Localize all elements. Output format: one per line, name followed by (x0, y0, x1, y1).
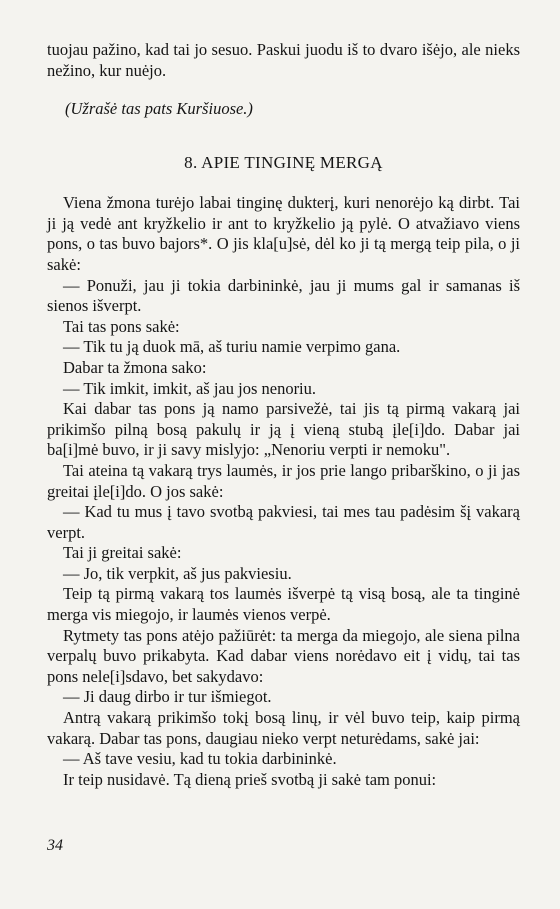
story-paragraph: Kai dabar tas pons ją namo parsivežė, tai jis tą pirmą vakarą jai prikimšo pilną bosą pakulų ir ją į vieną stubą įle[i]do. Dabar jai ba[i]mė buvo, ir ji savy mislyjo: „Nenoriu verpti ir nemoku". (47, 399, 520, 460)
story-paragraph: Rytmety tas pons atėjo pažiūrėt: ta merga da miegojo, ale siena pilna verpalų buvo prikabyta. Kad dabar viens norėdavo eit į vidų, tai tas pons nele[i]sdavo, bet sakydavo: (47, 625, 520, 686)
dialogue-line: — Jo, tik verpkit, aš jus pakviesiu. (63, 563, 292, 583)
dialogue-line: — Ji daug dirbo ir tur išmiegot. (63, 687, 272, 707)
story-paragraph: Dabar ta žmona sako: (63, 357, 207, 377)
story-paragraph: Antrą vakarą prikimšo tokį bosą linų, ir vėl buvo teip, kaip pirmą vakarą. Dabar tas pons, daugiau nieko verpt neturėdams, sakė jai: (47, 708, 520, 748)
story-paragraph: Teip tą pirmą vakarą tos laumės išverpė tą visą bosą, ale ta tinginė merga vis miegojo, ir laumės vienos verpė. (47, 584, 520, 625)
source-note: (Užrašė tas pats Kuršiuose.) (65, 99, 253, 119)
dialogue-line: — Ponuži, jau ji tokia darbininkė, jau ji mums gal ir samanas iš sienos išverpt. (47, 275, 520, 316)
dialogue-line: — Kad tu mus į tavo svotbą pakviesi, tai mes tau padėsim šį vakarą verpt. (47, 502, 520, 542)
story-paragraph: Tai ji greitai sakė: (63, 543, 182, 563)
story-title: 8. APIE TINGINĘ MERGĄ (184, 153, 383, 173)
story-paragraph: Tai tas pons sakė: (63, 316, 180, 336)
page-number: 34 (47, 837, 63, 854)
intro-paragraph: tuojau pažino, kad tai jo sesuo. Paskui juodu iš to dvaro išėjo, ale nieks nežino, kur nuėjo. (47, 40, 520, 80)
dialogue-line: — Aš tave vesiu, kad tu tokia darbininkė. (63, 749, 337, 769)
dialogue-line: — Tik imkit, imkit, aš jau jos nenoriu. (63, 378, 317, 398)
dialogue-line: — Tik tu ją duok mā, aš turiu namie verpimo gana. (63, 337, 401, 357)
story-paragraph: Ir teip nusidavė. Tą dieną prieš svotbą ji sakė tam ponui: (63, 769, 437, 789)
story-paragraph: Tai ateina tą vakarą trys laumės, ir jos prie lango pribarškino, o ji jas greitai įle[i]do. O jos sakė: (47, 460, 520, 501)
story-paragraph: Viena žmona turėjo labai tinginę dukterį, kuri nenorėjo ką dirbt. Tai ji ją vedė ant kryžkelio ir ant to kryžkelio ją pylė. O atvažiavo viens pons, o tas buvo bajors*. O jis kla[u]sė, dėl ko ji tą mergą teip pila, o ji sakė: (47, 193, 520, 274)
